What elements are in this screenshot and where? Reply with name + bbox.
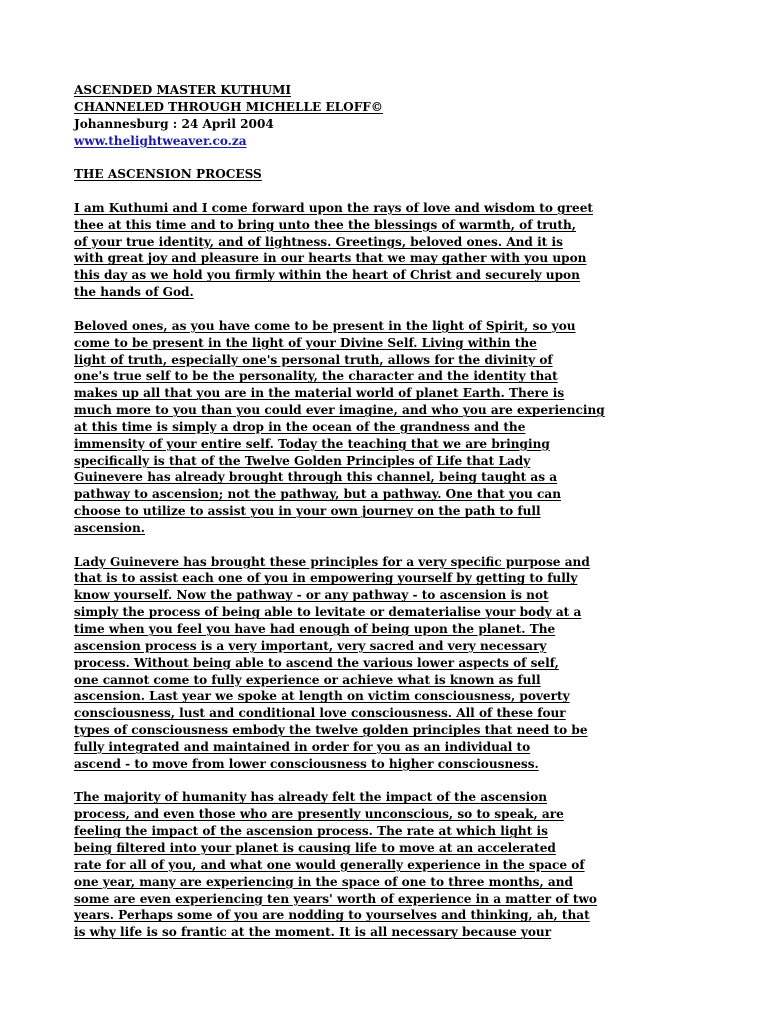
paragraph-spacer — [74, 301, 594, 318]
paragraph-line: Beloved ones, as you have come to be present in the light of Spirit, so you — [74, 318, 576, 333]
paragraph-line: choose to utilize to assist you in your own journey on the path to full — [74, 504, 541, 519]
paragraph-line: Guinevere has already brought through this channel, being taught as a — [74, 470, 558, 485]
paragraph-spacer — [74, 773, 594, 790]
channeled-by-line: CHANNELED THROUGH MICHELLE ELOFF© — [74, 99, 383, 114]
document-title: ASCENDED MASTER KUTHUMI — [74, 83, 292, 97]
paragraph-line: light of truth, especially one's personal truth, allows for the divinity of — [74, 352, 553, 367]
document-page — [74, 82, 605, 941]
paragraph-line: ascension. Last year we spoke at length on victim consciousness, poverty — [74, 689, 570, 704]
paragraph-line: with great joy and pleasure in our hearts that we may gather with you upon — [74, 251, 587, 266]
paragraph-line: some are even experiencing ten years' worth of experience in a matter of two — [74, 891, 597, 906]
paragraph-line: being filtered into your planet is causing life to move at an accelerated — [74, 840, 556, 855]
body-paragraph — [74, 318, 605, 537]
paragraph-line: this day as we hold you firmly within the heart of Christ and securely upon — [74, 268, 580, 283]
paragraph-line: Lady Guinevere has brought these principles for a very specific purpose and — [74, 554, 590, 569]
paragraph-line: ascension process is a very important, very sacred and very necessary — [74, 638, 547, 653]
paragraph-line: specifically is that of the Twelve Golden Principles of Life that Lady — [74, 453, 531, 468]
paragraph-line: thee at this time and to bring unto thee the blessings of warmth, of truth, — [74, 217, 576, 232]
paragraph-line: process, and even those who are presently unconscious, so to speak, are — [74, 807, 564, 822]
paragraph-line: time when you feel you have had enough of being upon the planet. The — [74, 622, 556, 636]
paragraph-line: immensity of your entire self. Today the teaching that we are bringing — [74, 436, 550, 451]
paragraph-line: pathway to ascension; not the pathway, but a pathway. One that you can — [74, 487, 562, 502]
paragraph-line: fully integrated and maintained in order for you as an individual to — [74, 739, 531, 754]
paragraph-line: simply the process of being able to levitate or dematerialise your body at a — [74, 605, 582, 620]
paragraph-line: one cannot come to fully experience or achieve what is known as full — [74, 672, 541, 687]
spacer — [74, 183, 594, 200]
paragraph-line: ascension. — [74, 520, 145, 535]
document-header — [74, 82, 594, 149]
paragraph-line: know yourself. Now the pathway - or any pathway - to ascension is not — [74, 588, 549, 603]
paragraph-line: types of consciousness embody the twelve golden principles that need to be — [74, 723, 588, 738]
paragraph-line: one's true self to be the personality, the character and the identity that — [74, 369, 558, 384]
paragraph-line: process. Without being able to ascend the various lower aspects of self, — [74, 655, 559, 670]
body-text — [74, 200, 605, 941]
paragraph-line: I am Kuthumi and I come forward upon the rays of love and wisdom to greet — [74, 200, 593, 215]
paragraph-line: makes up all that you are in the material world of planet Earth. There is — [74, 386, 565, 401]
paragraph-spacer — [74, 537, 594, 554]
spacer — [74, 149, 594, 166]
body-paragraph — [74, 554, 594, 773]
paragraph-line: consciousness, lust and conditional love consciousness. All of these four — [74, 706, 566, 721]
paragraph-line: come to be present in the light of your Divine Self. Living within the — [74, 335, 537, 350]
paragraph-line: feeling the impact of the ascension process. The rate at which light is — [74, 824, 548, 839]
paragraph-line: the hands of God. — [74, 285, 194, 300]
paragraph-line: one year, many are experiencing in the space of one to three months, and — [74, 874, 573, 889]
paragraph-line: The majority of humanity has already felt the impact of the ascension — [74, 790, 548, 805]
body-paragraph — [74, 789, 597, 941]
paragraph-line: ascend - to move from lower consciousness to higher consciousness. — [74, 756, 539, 771]
paragraph-line: at this time is simply a drop in the ocean of the grandness and the — [74, 419, 526, 434]
section-title: THE ASCENSION PROCESS — [74, 167, 262, 182]
paragraph-line: is why life is so frantic at the moment. It is all necessary because your — [74, 925, 552, 940]
website-link[interactable]: www.thelightweaver.co.za — [74, 133, 247, 148]
place-date-line: Johannesburg : 24 April 2004 — [74, 116, 274, 131]
paragraph-line: years. Perhaps some of you are nodding to yourselves and thinking, ah, that — [74, 908, 590, 923]
paragraph-line: rate for all of you, and what one would generally experience in the space of — [74, 857, 585, 872]
paragraph-line: of your true identity, and of lightness. Greetings, beloved ones. And it is — [74, 234, 563, 249]
paragraph-line: that is to assist each one of you in empowering yourself by getting to fully — [74, 571, 578, 586]
body-paragraph — [74, 200, 594, 301]
paragraph-line: much more to you than you could ever imagine, and who you are experiencing — [74, 403, 605, 418]
